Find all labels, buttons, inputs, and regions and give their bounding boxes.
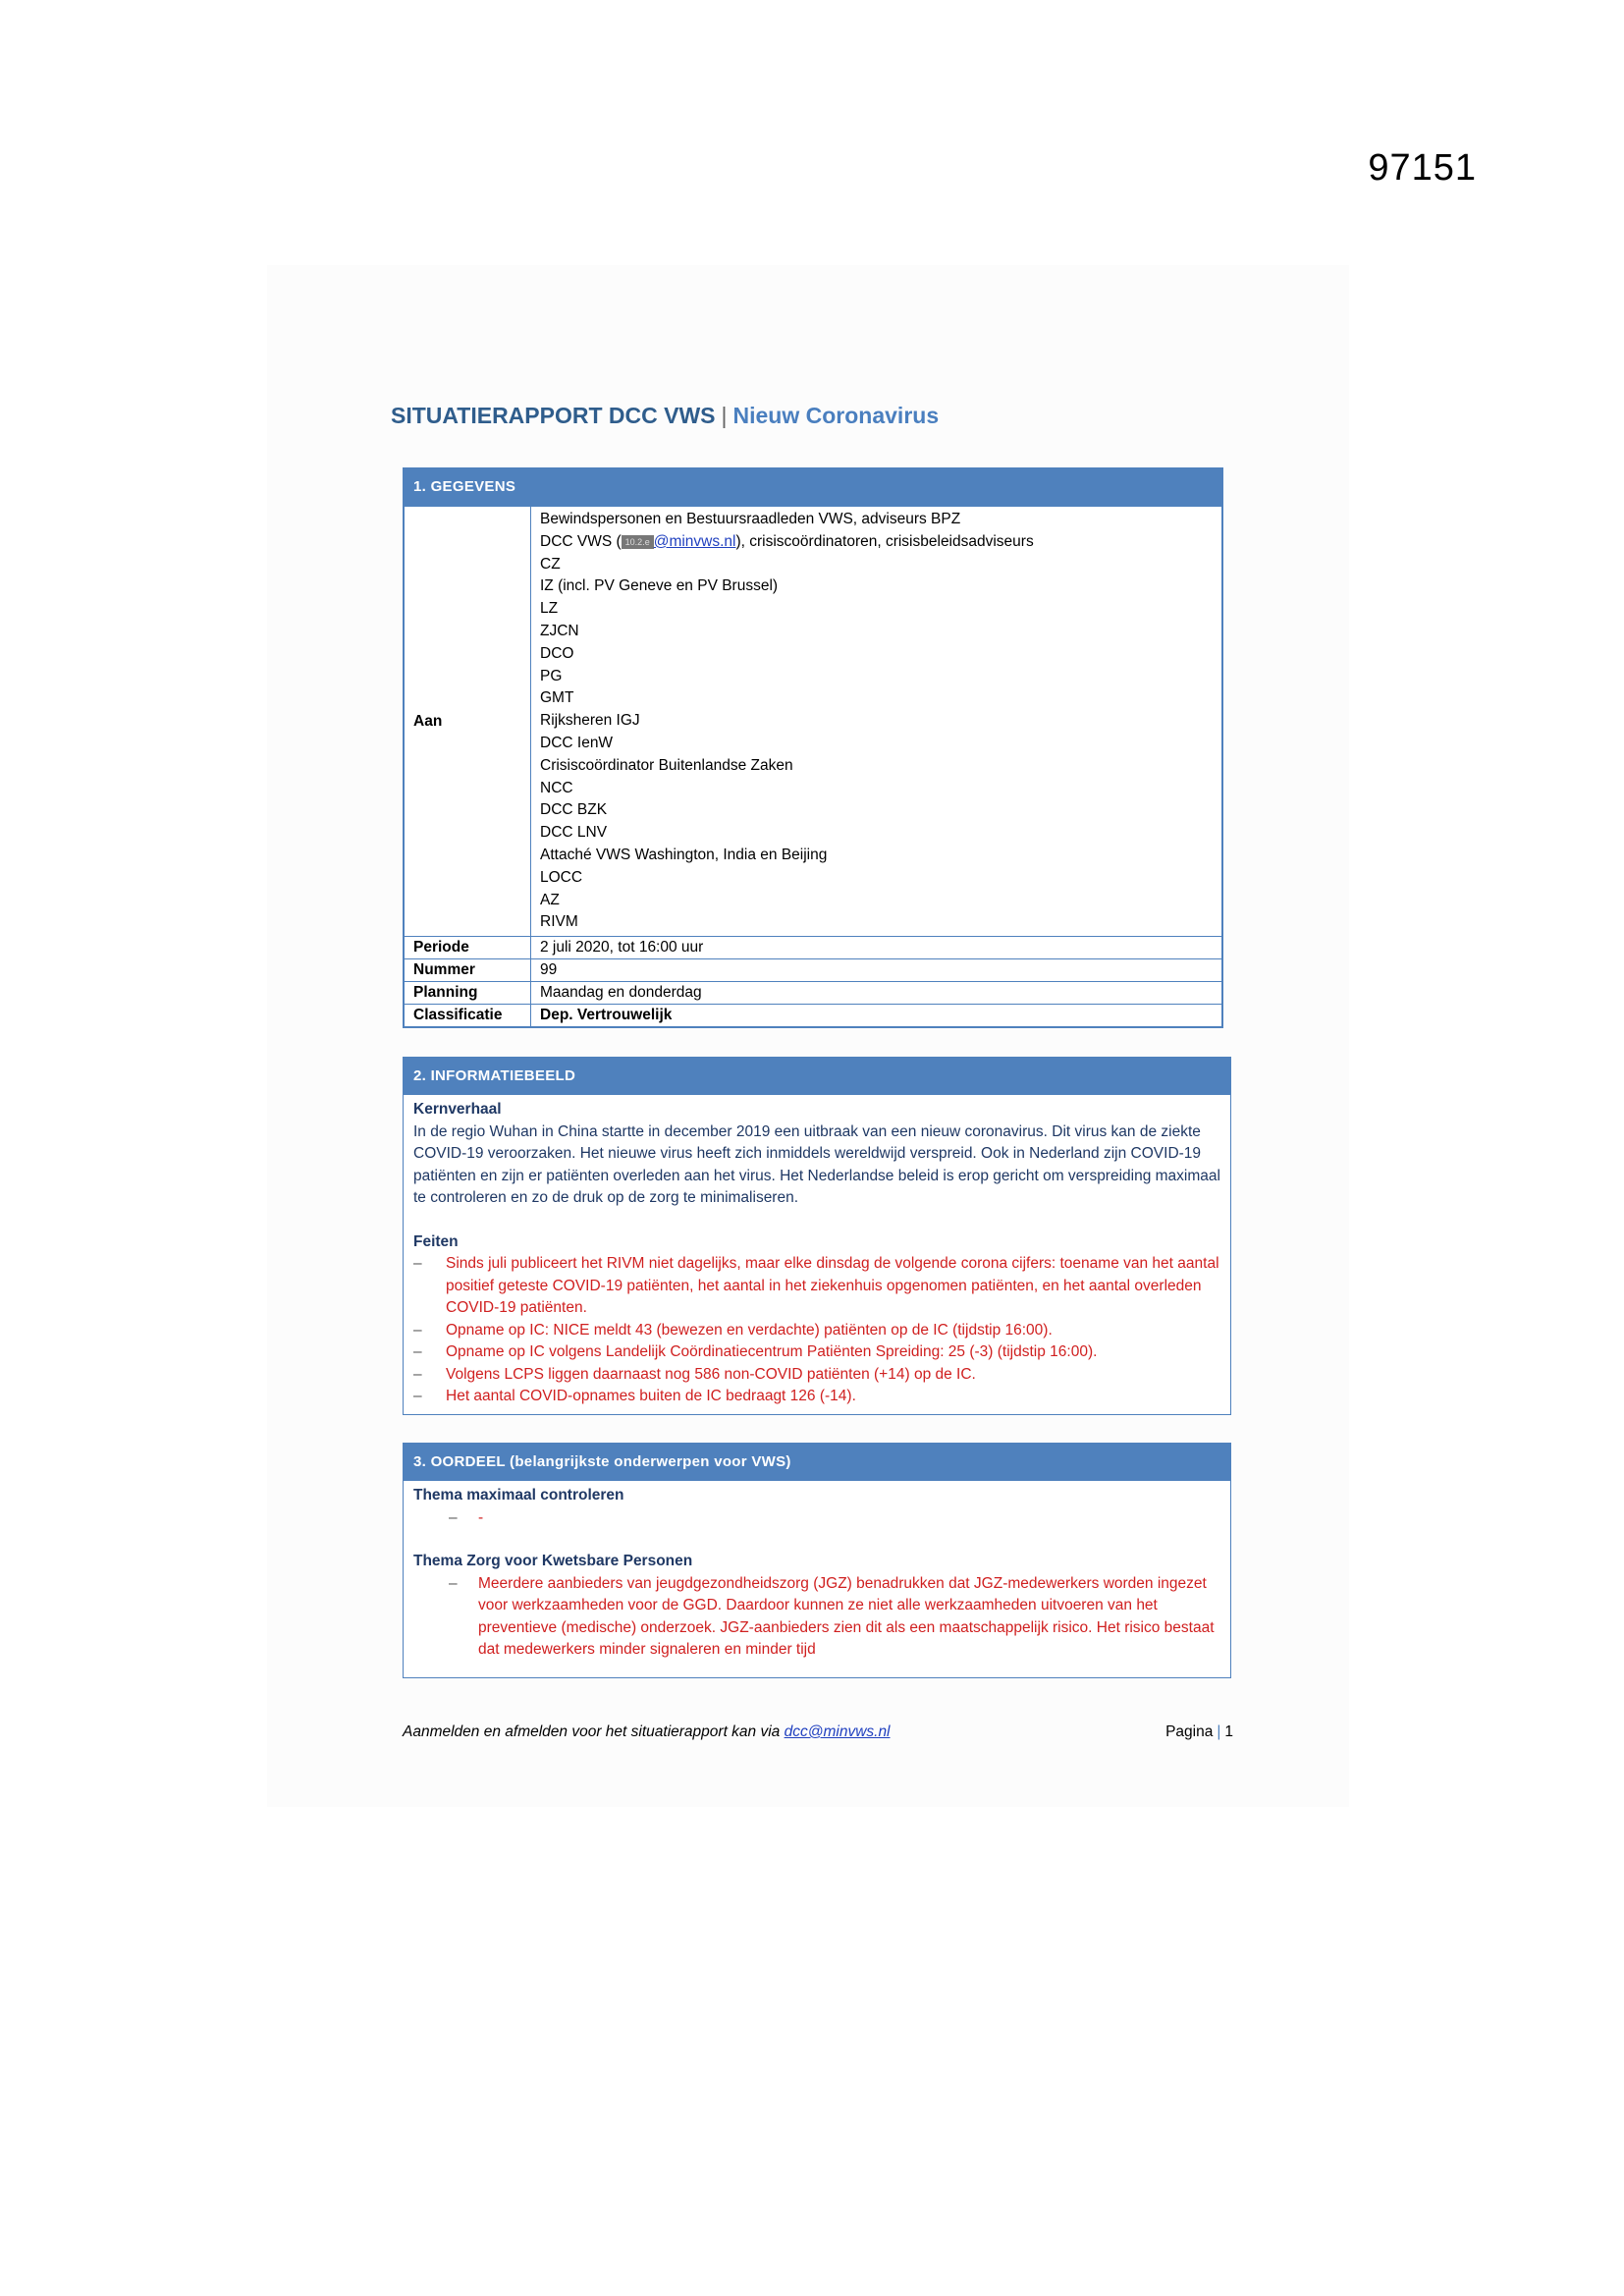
aan-recipient: DCC LNV: [540, 824, 608, 842]
page-number: 1: [1224, 1723, 1233, 1740]
section-gegevens: [403, 467, 1223, 1028]
aan-recipient: PG: [540, 667, 563, 684]
aan-recipient: CZ: [540, 555, 561, 573]
thema2-item: – Meerdere aanbieders van jeugdgezondheidszorg (JGZ) benadrukken dat JGZ-medewerkers worden ingezet voor werkzaamheden voor de GGD. Daardoor kunnen ze niet alle werkzaamheden uitvoeren van het preventieve (medische) onderzoek. JGZ-aanbieders zien dit als een maatschappelijk risico. Het risico bestaat dat medewerkers minder signaleren en minder tijd: [413, 1573, 1220, 1662]
page-pipe: |: [1217, 1723, 1221, 1740]
aan-recipients: [531, 507, 1222, 937]
kernverhaal-text: In de regio Wuhan in China startte in december 2019 een uitbraak van een nieuw coronavirus. Dit virus kan de ziekte COVID-19 veroorzaken. Het nieuwe virus heeft zich inmiddels wereldwijd verspreid. Ook in Nederland zijn COVID-19 patiënten en zijn er patiënten overleden aan het virus. Het Nederlandse beleid is erop gericht om verspreiding maximaal te controleren en zo de druk op de zorg te minimaliseren.: [413, 1122, 1220, 1206]
aan-recipient: Crisiscoördinator Buitenlandse Zaken: [540, 756, 793, 774]
aan-recipient: LOCC: [540, 868, 583, 886]
section-informatiebeeld-heading: 2. INFORMATIEBEELD: [404, 1058, 1230, 1095]
thema1-item: – -: [413, 1507, 1220, 1530]
aan-label: Aan: [405, 507, 531, 937]
aan-recipient: AZ: [540, 891, 560, 908]
thema1-label: Thema maximaal controleren: [413, 1487, 624, 1503]
periode-value: 2 juli 2020, tot 16:00 uur: [531, 937, 1222, 959]
title-separator: |: [721, 403, 728, 428]
aan-recipient: Attaché VWS Washington, India en Beijing: [540, 846, 828, 863]
page-indicator: [1165, 1723, 1233, 1741]
classificatie-value: Dep. Vertrouwelijk: [531, 1005, 1222, 1027]
section-oordeel-heading: 3. OORDEEL (belangrijkste onderwerpen voor VWS): [404, 1444, 1230, 1481]
table-row: [405, 507, 1222, 937]
nummer-label: Nummer: [405, 959, 531, 982]
footer-email-link[interactable]: dcc@minvws.nl: [784, 1723, 891, 1740]
feit-item: – Opname op IC volgens Landelijk Coördinatiecentrum Patiënten Spreiding: 25 (-3) (tijdstip 16:00).: [413, 1341, 1220, 1364]
table-row: [405, 937, 1222, 959]
page-label: Pagina: [1165, 1723, 1214, 1740]
aan-recipient: IZ (incl. PV Geneve en PV Brussel): [540, 577, 779, 595]
feiten-label: Feiten: [413, 1232, 459, 1250]
informatiebeeld-body: [404, 1095, 1230, 1414]
table-row: [405, 959, 1222, 982]
aan-recipient: Rijksheren IGJ: [540, 712, 640, 730]
dcc-prefix: DCC VWS (: [540, 532, 622, 550]
periode-label: Periode: [405, 937, 531, 959]
aan-recipient: DCO: [540, 644, 574, 662]
section-oordeel: [403, 1443, 1231, 1678]
feiten-list: [413, 1253, 1220, 1408]
footer-sentence: Aanmelden en afmelden voor het situatierapport kan via: [403, 1723, 785, 1740]
nummer-value: 99: [531, 959, 1222, 982]
page-footer: [403, 1723, 1233, 1741]
aan-recipient: DCC IenW: [540, 734, 614, 751]
thema1-list: [413, 1507, 1220, 1530]
kernverhaal-label: Kernverhaal: [413, 1101, 502, 1118]
document-number: 97151: [1368, 147, 1477, 189]
feit-item: – Het aantal COVID-opnames buiten de IC bedraagt 126 (-14).: [413, 1386, 1220, 1408]
classificatie-label: Classificatie: [405, 1005, 531, 1027]
dcc-email-link[interactable]: @minvws.nl: [653, 532, 736, 550]
gegevens-table: [404, 506, 1222, 1027]
report-title: [391, 403, 939, 429]
section-gegevens-heading: 1. GEGEVENS: [404, 468, 1222, 506]
dcc-suffix: ), crisiscoördinatoren, crisisbeleidsadviseurs: [735, 532, 1034, 550]
table-row: [405, 982, 1222, 1005]
table-row: [405, 1005, 1222, 1027]
aan-recipient: NCC: [540, 779, 573, 796]
planning-label: Planning: [405, 982, 531, 1005]
thema2-list: [413, 1573, 1220, 1662]
aan-recipient: ZJCN: [540, 622, 579, 639]
section-informatiebeeld: [403, 1057, 1231, 1415]
aan-recipient: Bewindspersonen en Bestuursraadleden VWS, adviseurs BPZ: [540, 511, 961, 527]
title-main: SITUATIERAPPORT DCC VWS: [391, 403, 716, 428]
feit-item: – Volgens LCPS liggen daarnaast nog 586 non-COVID patiënten (+14) op de IC.: [413, 1364, 1220, 1387]
thema2-label: Thema Zorg voor Kwetsbare Personen: [413, 1553, 693, 1569]
planning-value: Maandag en donderdag: [531, 982, 1222, 1005]
aan-recipient-dcc: [540, 531, 1213, 554]
aan-recipient: RIVM: [540, 913, 578, 931]
footer-text: [403, 1723, 891, 1740]
oordeel-body: [404, 1481, 1230, 1667]
feit-item: – Opname op IC: NICE meldt 43 (bewezen en verdachte) patiënten op de IC (tijdstip 16:00).: [413, 1320, 1220, 1342]
aan-recipient: GMT: [540, 689, 574, 707]
aan-recipient: DCC BZK: [540, 801, 608, 819]
aan-recipient: LZ: [540, 600, 559, 618]
redaction-block: 10.2.e: [622, 535, 654, 549]
feit-item: – Sinds juli publiceert het RIVM niet dagelijks, maar elke dinsdag de volgende corona cijfers: toename van het aantal positief geteste COVID-19 patiënten, het aantal in het ziekenhuis opgenomen patiënten, en het aantal overleden COVID-19 patiënten.: [413, 1253, 1220, 1320]
title-sub: Nieuw Coronavirus: [732, 403, 940, 428]
